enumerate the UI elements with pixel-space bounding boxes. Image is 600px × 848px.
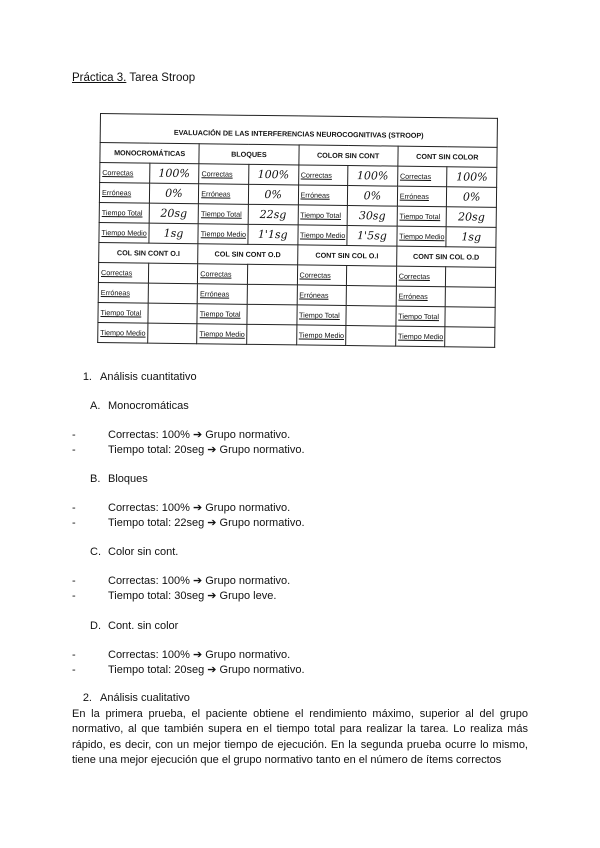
value-correctas: 100%: [447, 167, 497, 188]
value-correctas: 100%: [348, 166, 398, 187]
label-erroneas: Erróneas: [298, 185, 348, 206]
list-item: - Tiempo total: 20seg ➔ Grupo normativo.: [72, 444, 305, 456]
label-tiempo-total: Tiempo Total: [396, 306, 446, 327]
value-erroneas: 0%: [447, 187, 497, 208]
label-tiempo-total: Tiempo Total: [397, 206, 447, 227]
label-correctas: Correctas: [298, 165, 348, 186]
label-correctas: Correctas: [297, 265, 347, 286]
section-header: MONOCROMÁTICAS: [100, 143, 199, 164]
label-erroneas: Erróneas: [396, 286, 446, 307]
label-tiempo-total: Tiempo Total: [197, 304, 247, 325]
section-header: COL SIN CONT O.I: [99, 242, 198, 263]
label-correctas: Correctas: [98, 262, 148, 283]
value-tiempo-total: 22sg: [248, 204, 298, 225]
label-tiempo-medio: Tiempo Medio: [98, 322, 148, 343]
label-tiempo-total: Tiempo Total: [198, 204, 248, 225]
label-erroneas: Erróneas: [397, 186, 447, 207]
label-correctas: Correctas: [198, 264, 248, 285]
label-tiempo-medio: Tiempo Medio: [397, 226, 447, 247]
section-header: COLOR SIN CONT: [298, 145, 397, 166]
label-erroneas: Erróneas: [297, 285, 347, 306]
value-correctas: 100%: [149, 163, 199, 184]
section-header: BLOQUES: [199, 144, 298, 165]
label-tiempo-medio: Tiempo Medio: [197, 324, 247, 345]
value-tiempo-medio: 1'1sg: [248, 224, 298, 245]
label-tiempo-medio: Tiempo Medio: [198, 224, 248, 245]
label-tiempo-medio: Tiempo Medio: [99, 222, 149, 243]
section-a: A. Monocromáticas - Correctas: 100% ➔ Grupo normativo. - Tiempo total: 20seg ➔ Grupo normativo.: [72, 400, 305, 456]
label-correctas: Correctas: [100, 163, 150, 184]
list-item: - Tiempo total: 22seg ➔ Grupo normativo.: [72, 517, 305, 529]
label-tiempo-medio: Tiempo Medio: [395, 326, 445, 347]
value-erroneas: 0%: [149, 183, 199, 204]
list-item: - Correctas: 100% ➔ Grupo normativo.: [72, 575, 291, 587]
section-d: D. Cont. sin color - Correctas: 100% ➔ Grupo normativo. - Tiempo total: 20seg ➔ Grupo normativo.: [72, 620, 305, 676]
section-header: CONT SIN COL O.D: [396, 246, 495, 267]
heading-cualitativo: 2. Análisis cualitativo: [82, 692, 190, 704]
form-heading: EVALUACIÓN DE LAS INTERFERENCIAS NEUROCOGNITIVAS (STROOP): [100, 114, 497, 148]
label-correctas: Correctas: [199, 164, 249, 185]
section-header: CONT SIN COLOR: [398, 146, 497, 167]
value-erroneas: 0%: [348, 186, 398, 207]
section-header: CONT SIN COL O.I: [297, 245, 396, 266]
value-tiempo-medio: 1'5sg: [347, 226, 397, 247]
value-tiempo-total: 20sg: [149, 203, 199, 224]
label-erroneas: Erróneas: [99, 183, 149, 204]
section-header: COL SIN CONT O.D: [198, 244, 297, 265]
label-tiempo-medio: Tiempo Medio: [296, 325, 346, 346]
value-tiempo-medio: 1sg: [446, 227, 496, 248]
value-tiempo-total: 30sg: [347, 206, 397, 227]
label-tiempo-medio: Tiempo Medio: [297, 225, 347, 246]
label-correctas: Correctas: [396, 266, 446, 287]
value-tiempo-medio: 1sg: [149, 223, 199, 244]
value-tiempo-total: 20sg: [447, 207, 497, 228]
section-b: B. Bloques - Correctas: 100% ➔ Grupo normativo. - Tiempo total: 22seg ➔ Grupo normativo.: [72, 473, 305, 529]
analysis-paragraph: En la primera prueba, el paciente obtiene el rendimiento máximo, superior al del grupo normativo, al que también supera en el tiempo total para realizar la tarea. Lo realiza más rápido, es decir, con un mejor tiempo de ejecución. En la segunda prueba ocurre lo mismo, tiene una mejor ejecución que el grupo normativo tanto en el número de ítems correctos: [72, 708, 528, 767]
label-tiempo-total: Tiempo Total: [98, 302, 148, 323]
section-c: C. Color sin cont. - Correctas: 100% ➔ Grupo normativo. - Tiempo total: 30seg ➔ Grupo leve.: [72, 546, 291, 602]
label-tiempo-total: Tiempo Total: [296, 305, 346, 326]
heading-cuantitativo: 1. Análisis cuantitativo: [82, 371, 197, 383]
stroop-form-scan: [97, 113, 498, 344]
label-erroneas: Erróneas: [197, 284, 247, 305]
label-erroneas: Erróneas: [199, 184, 249, 205]
list-item: - Tiempo total: 20seg ➔ Grupo normativo.: [72, 664, 305, 676]
list-item: - Correctas: 100% ➔ Grupo normativo.: [72, 502, 291, 514]
label-erroneas: Erróneas: [98, 282, 148, 303]
value-erroneas: 0%: [248, 184, 298, 205]
list-item: - Correctas: 100% ➔ Grupo normativo.: [72, 429, 291, 441]
page-title: Práctica 3. Tarea Stroop: [72, 72, 196, 84]
value-correctas: 100%: [249, 164, 299, 185]
label-tiempo-total: Tiempo Total: [99, 202, 149, 223]
list-item: - Correctas: 100% ➔ Grupo normativo.: [72, 649, 291, 661]
label-tiempo-total: Tiempo Total: [298, 205, 348, 226]
list-item: - Tiempo total: 30seg ➔ Grupo leve.: [72, 590, 277, 602]
label-correctas: Correctas: [397, 166, 447, 187]
